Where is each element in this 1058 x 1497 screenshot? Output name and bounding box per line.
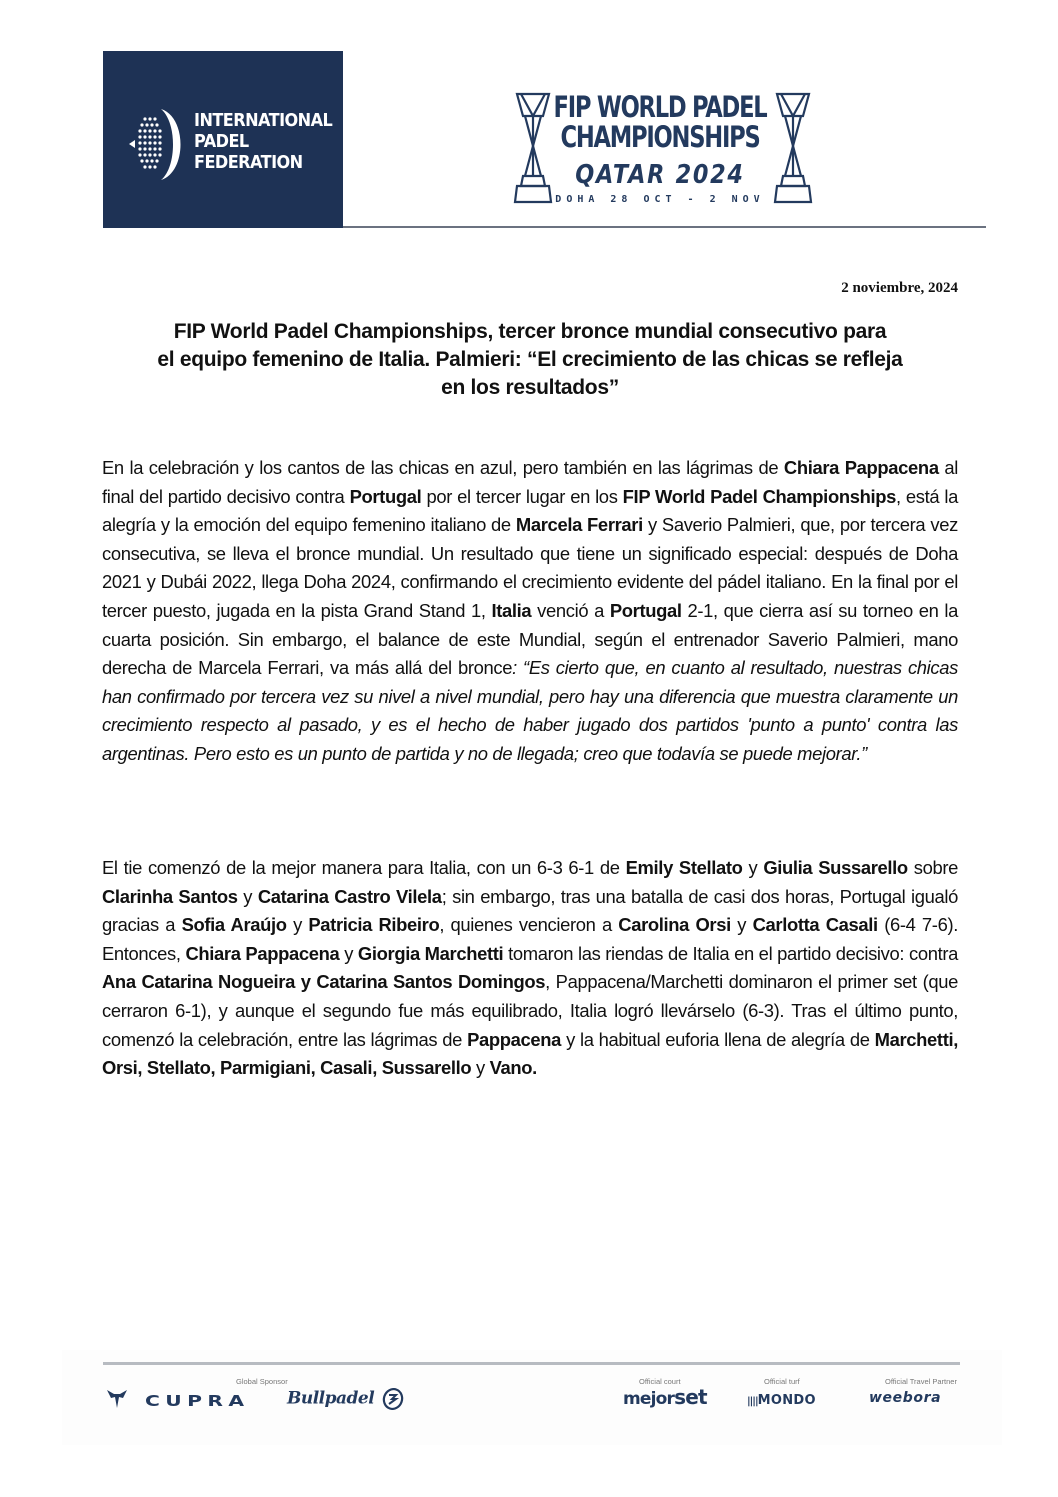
official-court-label: Official court [639, 1377, 681, 1386]
ipf-logo-text [194, 111, 332, 174]
sponsor-logo-weebora: weebora [869, 1390, 942, 1406]
bold-text-run: Catarina Castro Vilela [257, 885, 442, 907]
text-run: por el tercer lugar en los [421, 485, 623, 507]
text-run: al final del partido decisivo contra [102, 457, 959, 507]
italic-quote-run: : “Es cierto que, en cuanto al resultado, nuestras chicas han confirmado por tercera vez su nivel a nivel mundial, pero hay una diferencia que muestra claramente un crecimiento respecto al pasado, y es el hecho de haber jugado dos partidos 'punto a punto' contra las argentinas. Pero esto es un punto de partida y no de llegada; creo que todavía se puede mejorar.” [102, 657, 958, 764]
title-line: el equipo femenino de Italia. Palmieri: “El crecimiento de las chicas se refleja [157, 348, 903, 371]
press-release-date: 2 noviembre, 2024 [841, 280, 958, 296]
trophy-icon [773, 90, 813, 208]
text-run: y la habitual euforia llena de alegría de [561, 1028, 875, 1050]
text-run: , está la alegría y la emoción del equipo femenino italiano de [102, 485, 958, 536]
text-run: ; sin embargo, tras una batalla de casi dos horas, Portugal igualó gracias a [102, 885, 958, 936]
bold-text-run: FIP World Padel Championships [622, 485, 896, 507]
title-line: en los resultados” [441, 376, 619, 399]
text-run: y [339, 942, 358, 964]
global-sponsor-label: Global Sponsor [236, 1377, 288, 1386]
bullpadel-emblem-icon [382, 1388, 404, 1410]
bold-text-run: Carolina Orsi [618, 914, 731, 936]
text-run: tomaron las riendas de Italia en el partido decisivo: contra [503, 942, 958, 964]
text-run: y [471, 1057, 490, 1079]
bold-text-run: Carlotta Casali [752, 914, 878, 936]
bold-text-run: Sofia Araújo [181, 914, 287, 936]
bold-text-run: Portugal [349, 485, 422, 507]
event-location-year: QATAR 2024 [575, 160, 745, 190]
bold-text-run: Giulia Sussarello [763, 857, 908, 878]
ipf-logo-line: PADEL [194, 132, 249, 152]
text-run: , quienes vencieron a [439, 914, 619, 936]
text-run: El tie comenzó de la mejor manera para Italia, con un 6-3 6-1 de [102, 857, 626, 878]
text-run: venció a [531, 599, 610, 621]
title-line: FIP World Padel Championships, tercer bronce mundial consecutivo para [173, 320, 887, 343]
bold-text-run: Patricia Ribeiro [308, 914, 440, 936]
mondo-bars-icon: |||| [747, 1396, 758, 1407]
header-divider [343, 226, 986, 228]
sponsor-logo-mejorset [623, 1385, 707, 1409]
mondo-wordmark: MONDO [757, 1393, 816, 1408]
sponsor-logo-cupra: CUPRA [145, 1392, 250, 1410]
body-paragraph-2 [102, 854, 958, 1083]
mejorset-part2: set [674, 1385, 707, 1409]
bold-text-run: Emily Stellato [625, 857, 743, 878]
bold-text-run: Chiara Pappacena [185, 942, 340, 964]
event-logo [505, 90, 815, 210]
text-run: 2-1, que cierra así su torneo en la cuarta posición. Sin embargo, el balance de este Mundial, según el entrenador Saverio Palmieri, mano derecha de Marcela Ferrari, va más allá del bronce [102, 599, 958, 679]
body-paragraph-1 [102, 454, 958, 769]
sponsor-logo-mondo [747, 1393, 816, 1408]
padel-racket-icon [127, 107, 187, 182]
event-title-line: FIP WORLD PADEL [553, 90, 767, 124]
ipf-logo-line: INTERNATIONAL [194, 111, 333, 131]
bold-text-run: Pappacena [467, 1028, 562, 1050]
bold-text-run: Giorgia Marchetti [357, 942, 504, 964]
bold-text-run: Chiara Pappacena [783, 457, 939, 478]
text-run: En la celebración y los cantos de las chicas en azul, pero también en las lágrimas de [102, 457, 784, 478]
bold-text-run: Ana Catarina Nogueira y Catarina Santos Domingos [102, 971, 546, 993]
bold-text-run: Portugal [609, 599, 682, 621]
ipf-logo-line: FEDERATION [194, 153, 303, 173]
text-run: , Pappacena/Marchetti dominaron el primer set (que cerraron 6-1), y aunque el segundo fue más equilibrado, Italia logró llevárselo (6-3). Tras el último punto, comenzó la celebración, entre las lágrimas de [102, 971, 958, 1050]
text-run: (6-4 7-6). Entonces, [102, 914, 958, 964]
text-run: y [286, 914, 309, 936]
event-title-line: CHAMPIONSHIPS [560, 120, 760, 154]
event-title [553, 90, 767, 154]
cupra-emblem-icon [106, 1389, 128, 1409]
ipf-logo [103, 51, 343, 228]
text-run: y [742, 857, 764, 878]
bold-text-run: Marchetti, Orsi, Stellato, Parmigiani, Casali, Sussarello [102, 1028, 958, 1079]
text-run: sobre [907, 857, 959, 878]
text-run: y [730, 914, 753, 936]
footer-divider [103, 1362, 960, 1365]
travel-partner-label: Official Travel Partner [885, 1377, 957, 1386]
event-dates: DOHA 28 OCT - 2 NOV [555, 194, 765, 205]
bold-text-run: Clarinha Santos [102, 885, 238, 907]
bullpadel-wordmark: Bullpadel [287, 1388, 375, 1409]
sponsor-logo-bullpadel [287, 1388, 404, 1410]
press-release-title [100, 318, 960, 402]
official-turf-label: Official turf [764, 1377, 800, 1386]
mejorset-part1: mejor [623, 1389, 675, 1409]
text-run: y Saverio Palmieri, que, por tercera vez consecutiva, se lleva el bronce mundial. Un resultado que tiene un significado especial: después de Doha 2021 y Dubái 2022, llega Doha 2024, confirmando el crecimiento evidente del pádel italiano. En la final por el tercer puesto, jugada en la pista Grand Stand 1, [102, 514, 958, 621]
bold-text-run: Italia [491, 599, 532, 621]
bold-text-run: Vano. [489, 1057, 537, 1079]
text-run: y [237, 885, 258, 907]
bold-text-run: Marcela Ferrari [515, 514, 643, 536]
